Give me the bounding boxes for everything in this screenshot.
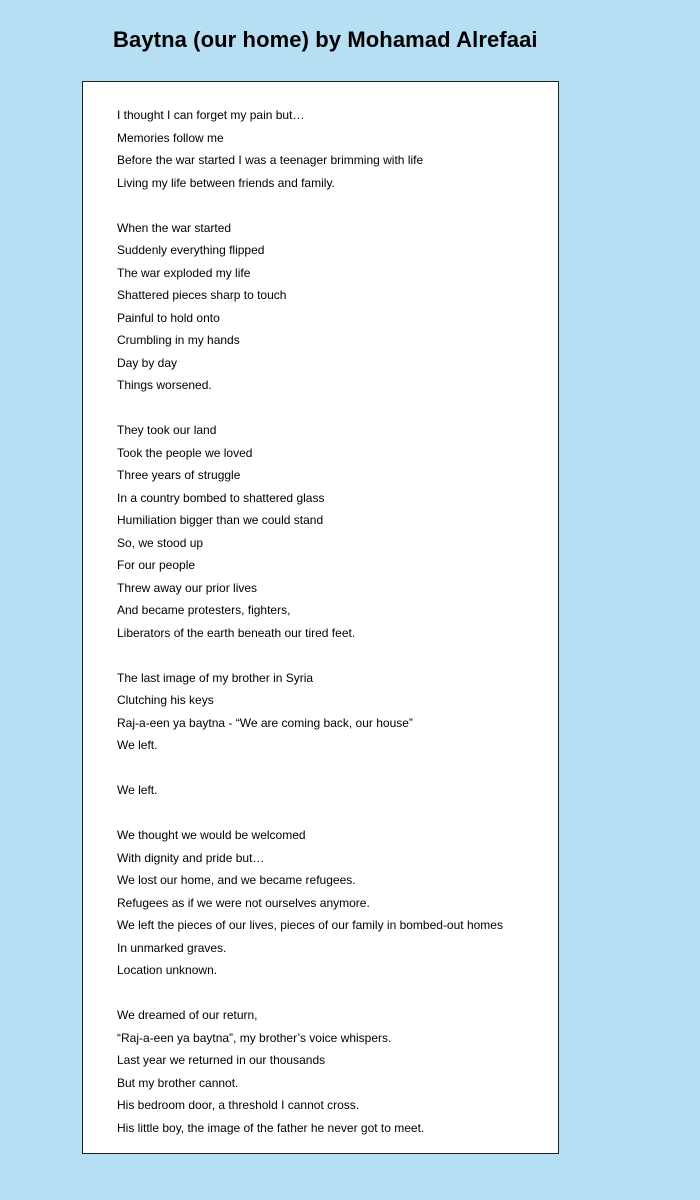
poem-line: Crumbling in my hands (117, 333, 240, 347)
page-title: Baytna (our home) by Mohamad Alrefaai (113, 27, 538, 52)
poem-stanza (117, 104, 548, 194)
poem-line: When the war started (117, 220, 232, 235)
poem-line: Threw away our prior lives (117, 580, 258, 595)
poem-line: In unmarked graves. (117, 940, 227, 955)
poem-line: With dignity and pride but… (117, 850, 265, 865)
poem-line: In a country bombed to shattered glass (117, 490, 325, 505)
poem-line: We dreamed of our return, (117, 1008, 258, 1022)
poem-line: Took the people we loved (117, 445, 253, 460)
poem-line: We thought we would be welcomed (117, 828, 306, 842)
poem-line: Suddenly everything flipped (117, 243, 265, 257)
poem-line: I thought I can forget my pain but… (117, 108, 305, 122)
poem-line: For our people (117, 558, 196, 572)
poem-stanza (117, 667, 548, 757)
poem-line: We left the pieces of our lives, pieces of our family in bombed-out homes (117, 918, 503, 932)
poem-line: And became protesters, fighters, (117, 603, 291, 617)
poem-line: His bedroom door, a threshold I cannot cross. (117, 1098, 360, 1112)
poem-line: Living my life between friends and family. (117, 175, 335, 190)
poem-line: The last image of my brother in Syria (117, 670, 314, 685)
poem-stanza (117, 419, 548, 644)
poem-line: We lost our home, and we became refugees. (117, 873, 356, 887)
poem-line: The war exploded my life (117, 265, 251, 280)
poem-line: Memories follow me (117, 130, 224, 145)
poem-line: His little boy, the image of the father he never got to meet. (117, 1120, 425, 1135)
poem-line: Three years of struggle (117, 468, 241, 482)
poem-stanza (117, 217, 548, 397)
poem-line: Refugees as if we were not ourselves anymore. (117, 895, 370, 910)
poem-stanza (117, 779, 548, 802)
poem-line: Painful to hold onto (117, 310, 220, 325)
poem-line: Day by day (117, 355, 178, 370)
poem-body (117, 104, 548, 1162)
poem-line: Shattered pieces sharp to touch (117, 288, 287, 302)
poem-line: Clutching his keys (117, 693, 214, 707)
poem-line: Raj-a-een ya baytna - “We are coming back, our house” (117, 715, 413, 730)
poem-line: So, we stood up (117, 535, 204, 550)
poem-line: We left. (117, 738, 158, 752)
poem-line: They took our land (117, 423, 217, 437)
poem-line: Liberators of the earth beneath our tired feet. (117, 625, 356, 640)
poem-panel (82, 81, 559, 1154)
poem-line: We left. (117, 783, 158, 797)
poem-line: But my brother cannot. (117, 1075, 239, 1090)
poem-stanza (117, 824, 548, 982)
poem-line: Humiliation bigger than we could stand (117, 513, 324, 527)
poem-stanza (117, 1004, 548, 1139)
poem-line: Things worsened. (117, 378, 212, 392)
poem-line: Last year we returned in our thousands (117, 1053, 326, 1067)
poem-line: “Raj-a-een ya baytna”, my brother’s voice whispers. (117, 1030, 392, 1045)
poem-line: Location unknown. (117, 963, 218, 977)
poem-line: Before the war started I was a teenager brimming with life (117, 153, 424, 167)
